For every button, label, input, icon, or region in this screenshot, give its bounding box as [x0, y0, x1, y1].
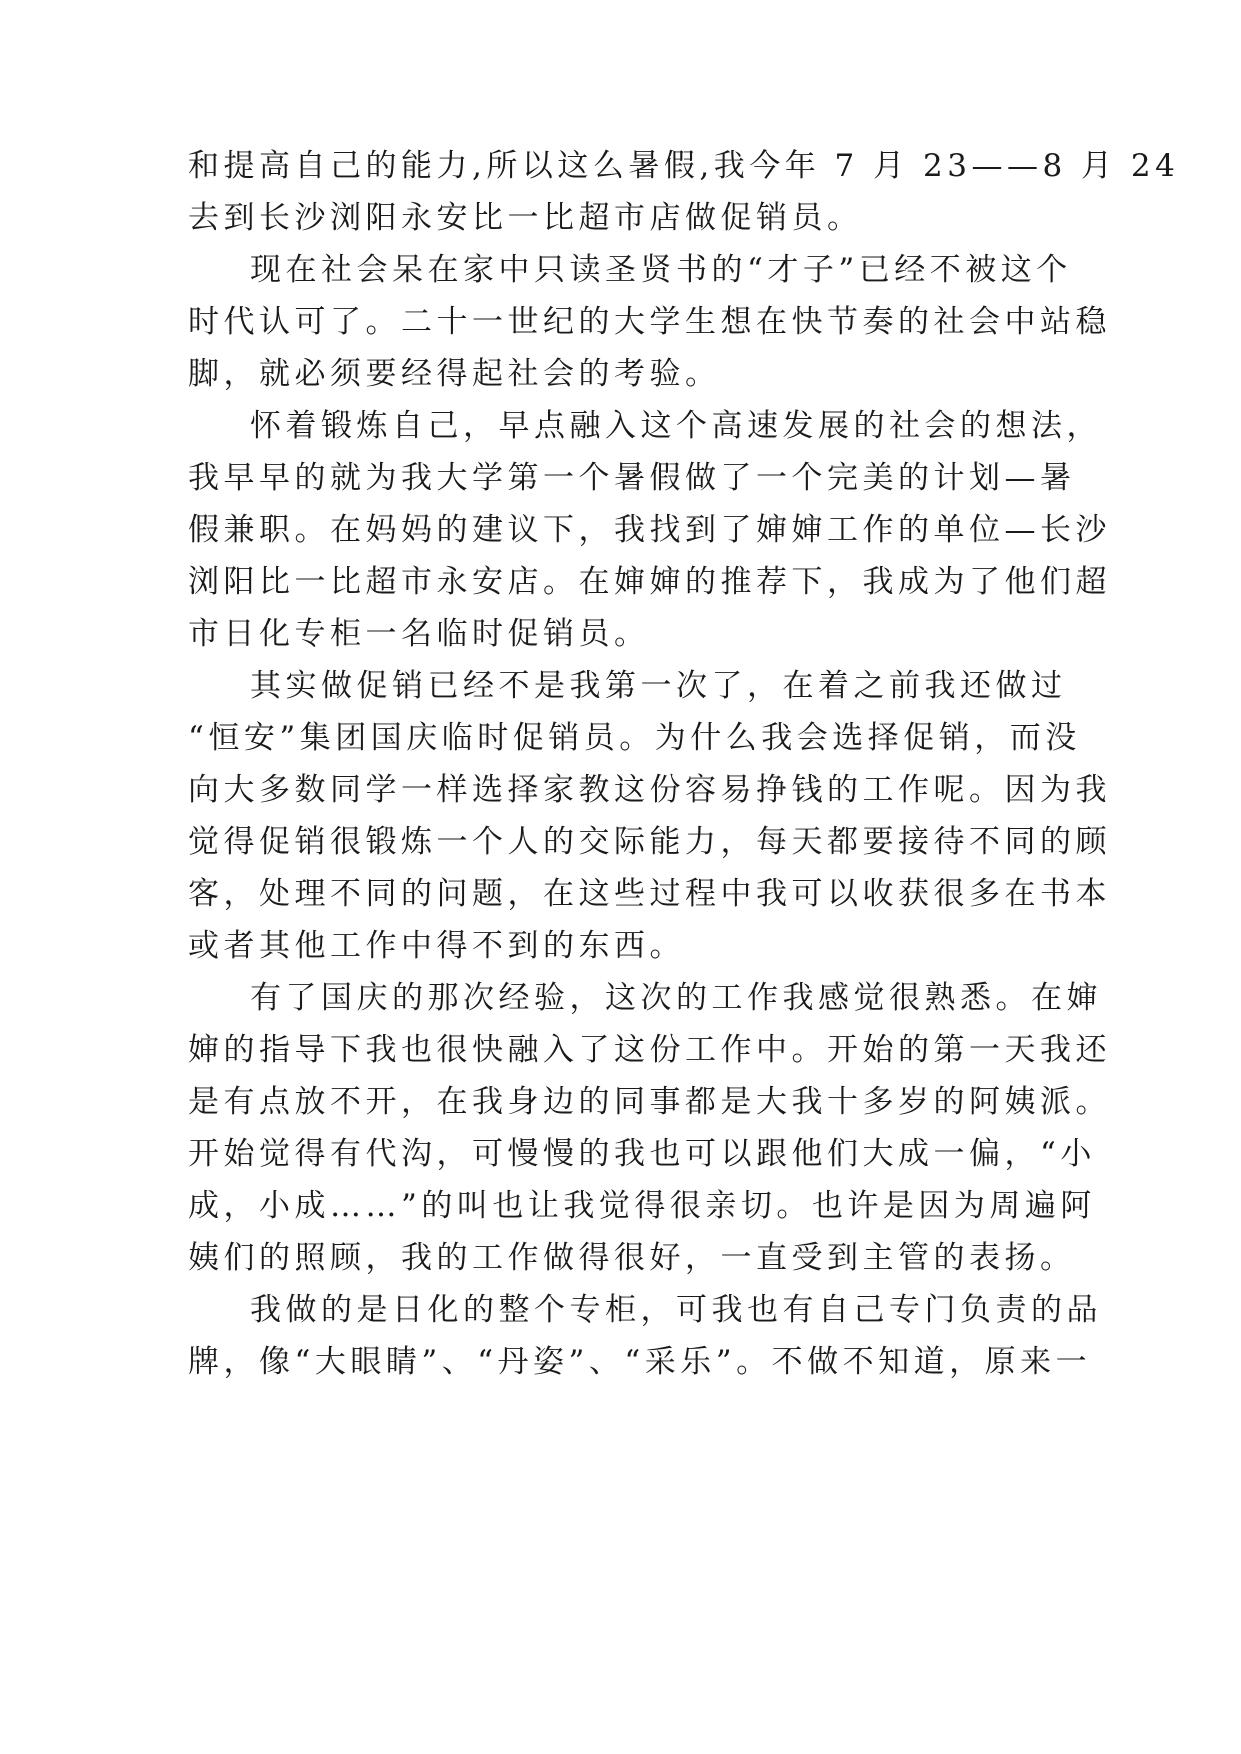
text-line: 我早早的就为我大学第一个暑假做了一个完美的计划—暑 — [188, 460, 1076, 496]
text-line: 开始觉得有代沟，可慢慢的我也可以跟他们大成一偏，“小 — [188, 1136, 1096, 1172]
text-line: 假兼职。在妈妈的建议下，我找到了婶婶工作的单位—长沙 — [188, 512, 1111, 548]
text-line: 客，处理不同的问题，在这些过程中我可以收获很多在书本 — [188, 876, 1111, 912]
text-line: 向大多数同学一样选择家教这份容易挣钱的工作呢。因为我 — [188, 772, 1111, 808]
paragraph-first-line: 现在社会呆在家中只读圣贤书的“才子”已经不被这个 — [250, 252, 1072, 288]
paragraph-first-line: 其实做促销已经不是我第一次了，在着之前我还做过 — [250, 668, 1067, 704]
text-line: 和提高自己的能力,所以这么暑假,我今年 7 月 23——8 月 24 — [188, 148, 1180, 184]
paragraph-first-line: 有了国庆的那次经验，这次的工作我感觉很熟悉。在婶 — [250, 980, 1102, 1016]
text-line: 时代认可了。二十一世纪的大学生想在快节奏的社会中站稳 — [188, 304, 1111, 340]
text-line: 成，小成……”的叫也让我觉得很亲切。也许是因为周遍阿 — [188, 1188, 1096, 1224]
text-line: “恒安”集团国庆临时促销员。为什么我会选择促销，而没 — [188, 720, 1081, 756]
text-line: 牌，像“大眼睛”、“丹姿”、“采乐”。不做不知道，原来一 — [188, 1344, 1092, 1380]
text-line: 婶的指导下我也很快融入了这份工作中。开始的第一天我还 — [188, 1032, 1111, 1068]
text-line: 是有点放不开，在我身边的同事都是大我十多岁的阿姨派。 — [188, 1084, 1111, 1120]
text-line: 去到长沙浏阳永安比一比超市店做促销员。 — [188, 200, 863, 236]
text-line: 市日化专柜一名临时促销员。 — [188, 616, 650, 652]
text-line: 浏阳比一比超市永安店。在婶婶的推荐下，我成为了他们超 — [188, 564, 1111, 600]
text-line: 脚，就必须要经得起社会的考验。 — [188, 356, 721, 392]
text-line: 姨们的照顾，我的工作做得很好，一直受到主管的表扬。 — [188, 1240, 1076, 1276]
text-line: 觉得促销很锻炼一个人的交际能力，每天都要接待不同的顾 — [188, 824, 1111, 860]
text-line: 或者其他工作中得不到的东西。 — [188, 928, 685, 964]
paragraph-first-line: 怀着锻炼自己，早点融入这个高速发展的社会的想法， — [250, 408, 1102, 444]
paragraph-first-line: 我做的是日化的整个专柜，可我也有自己专门负责的品 — [250, 1292, 1102, 1328]
